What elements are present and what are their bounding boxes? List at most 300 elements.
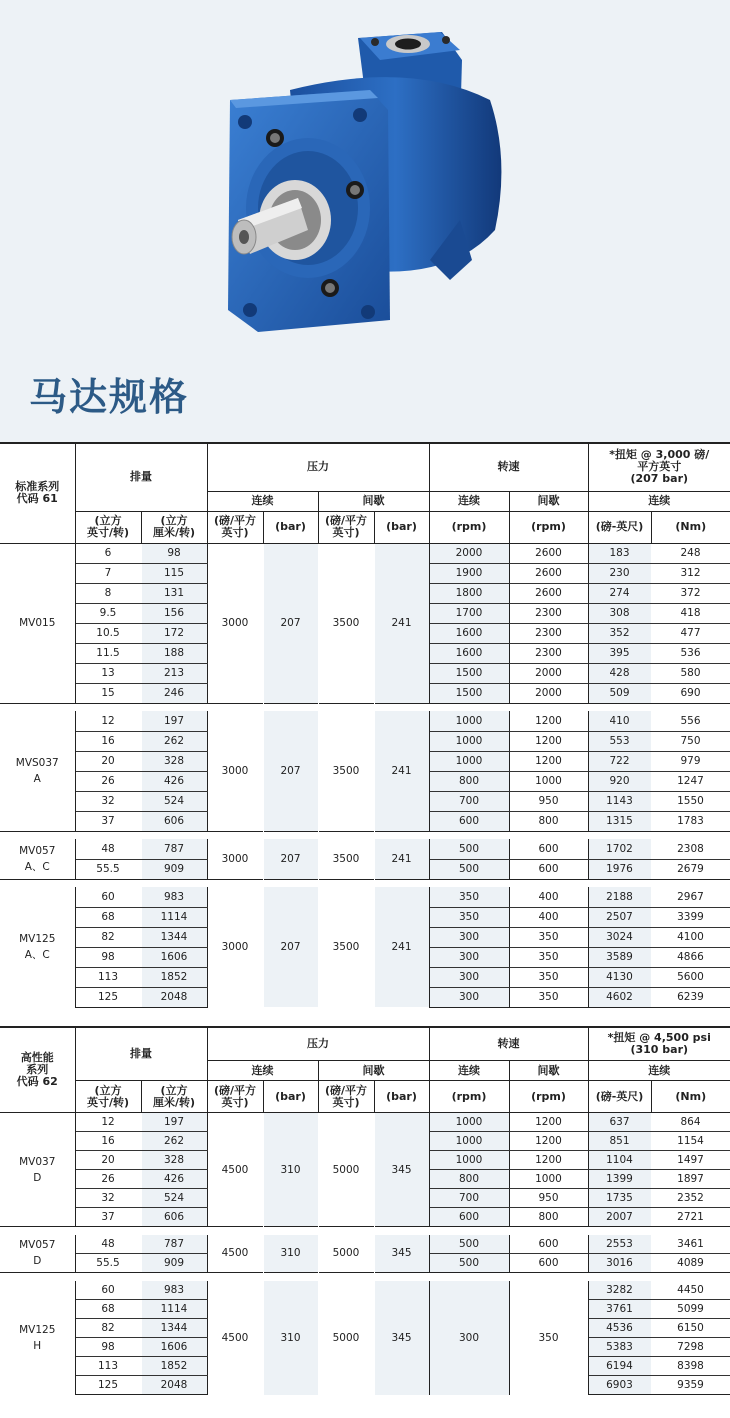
speed-int-cell: 2300 bbox=[509, 643, 588, 663]
torque-nm-cell: 248 bbox=[651, 543, 730, 563]
pressure-cont-bar-cell: 310 bbox=[263, 1281, 318, 1395]
displacement-cuin-cell: 9.5 bbox=[75, 603, 141, 623]
speed-int-cell: 400 bbox=[509, 887, 588, 907]
speed-continuous-header: 连续 bbox=[429, 491, 509, 511]
torque-nm-cell: 6150 bbox=[651, 1319, 730, 1338]
pressure-cont-psi-cell: 4500 bbox=[207, 1113, 263, 1227]
displacement-cc-cell: 1114 bbox=[141, 1300, 207, 1319]
speed-cont-cell: 500 bbox=[429, 859, 509, 879]
speed-int-cell: 600 bbox=[509, 1235, 588, 1254]
torque-nm-cell: 2721 bbox=[651, 1208, 730, 1227]
torque-nm-cell: 536 bbox=[651, 643, 730, 663]
unit-header: (Nm) bbox=[651, 1081, 730, 1113]
header-row-units bbox=[0, 511, 730, 543]
high-performance-series-table-container bbox=[0, 1026, 730, 1396]
pressure-cont-bar-cell: 310 bbox=[263, 1113, 318, 1227]
speed-int-cell: 800 bbox=[509, 1208, 588, 1227]
displacement-cc-cell: 115 bbox=[141, 563, 207, 583]
pressure-int-bar-cell: 345 bbox=[374, 1281, 429, 1395]
torque-nm-cell: 1783 bbox=[651, 811, 730, 831]
speed-int-cell: 1000 bbox=[509, 771, 588, 791]
speed-int-cell: 2300 bbox=[509, 623, 588, 643]
speed-int-cell: 800 bbox=[509, 811, 588, 831]
pressure-int-bar-cell: 345 bbox=[374, 1235, 429, 1273]
speed-cont-cell: 300 bbox=[429, 947, 509, 967]
speed-int-cell: 950 bbox=[509, 791, 588, 811]
speed-cont-cell: 1000 bbox=[429, 731, 509, 751]
displacement-cuin-cell: 20 bbox=[75, 1151, 141, 1170]
displacement-cuin-cell: 12 bbox=[75, 711, 141, 731]
torque-nm-cell: 4089 bbox=[651, 1254, 730, 1273]
pressure-intermittent-header: 间歇 bbox=[318, 1061, 429, 1081]
speed-cont-cell: 1500 bbox=[429, 683, 509, 703]
displacement-cuin-cell: 37 bbox=[75, 1208, 141, 1227]
unit-header: (磅-英尺) bbox=[588, 511, 651, 543]
speed-cont-cell: 500 bbox=[429, 1254, 509, 1273]
displacement-cc-cell: 262 bbox=[141, 731, 207, 751]
speed-cont-cell: 600 bbox=[429, 811, 509, 831]
torque-nm-cell: 3461 bbox=[651, 1235, 730, 1254]
torque-lbft-cell: 428 bbox=[588, 663, 651, 683]
pressure-header: 压力 bbox=[207, 1027, 429, 1061]
displacement-cc-cell: 1606 bbox=[141, 947, 207, 967]
torque-lbft-cell: 3016 bbox=[588, 1254, 651, 1273]
pressure-cont-bar-cell: 207 bbox=[263, 887, 318, 1007]
pressure-int-psi-cell: 5000 bbox=[318, 1113, 374, 1227]
speed-header: 转速 bbox=[429, 443, 588, 491]
speed-cont-cell: 2000 bbox=[429, 543, 509, 563]
displacement-cc-cell: 98 bbox=[141, 543, 207, 563]
torque-lbft-cell: 410 bbox=[588, 711, 651, 731]
displacement-cuin-cell: 98 bbox=[75, 947, 141, 967]
displacement-cc-cell: 524 bbox=[141, 791, 207, 811]
unit-header: (rpm) bbox=[509, 1081, 588, 1113]
torque-lbft-cell: 722 bbox=[588, 751, 651, 771]
displacement-cc-cell: 197 bbox=[141, 711, 207, 731]
speed-intermittent-header: 间歇 bbox=[509, 491, 588, 511]
speed-int-cell: 1200 bbox=[509, 711, 588, 731]
spec-tables bbox=[0, 442, 730, 1395]
unit-header: (Nm) bbox=[651, 511, 730, 543]
displacement-cuin-cell: 7 bbox=[75, 563, 141, 583]
unit-header: (立方 厘米/转) bbox=[141, 511, 207, 543]
displacement-cuin-cell: 60 bbox=[75, 1281, 141, 1300]
speed-cont-cell: 1900 bbox=[429, 563, 509, 583]
speed-int-cell: 1000 bbox=[509, 1170, 588, 1189]
speed-int-cell: 1200 bbox=[509, 1151, 588, 1170]
torque-nm-cell: 312 bbox=[651, 563, 730, 583]
torque-nm-cell: 4866 bbox=[651, 947, 730, 967]
displacement-cc-cell: 172 bbox=[141, 623, 207, 643]
displacement-cuin-cell: 10.5 bbox=[75, 623, 141, 643]
displacement-cuin-cell: 12 bbox=[75, 1113, 141, 1132]
speed-continuous-header: 连续 bbox=[429, 1061, 509, 1081]
torque-nm-cell: 690 bbox=[651, 683, 730, 703]
speed-cont-cell: 1800 bbox=[429, 583, 509, 603]
speed-cont-cell: 1000 bbox=[429, 1132, 509, 1151]
speed-int-cell: 2600 bbox=[509, 583, 588, 603]
model-cell: MV037 D bbox=[0, 1113, 75, 1227]
torque-nm-cell: 750 bbox=[651, 731, 730, 751]
pressure-continuous-header: 连续 bbox=[207, 1061, 318, 1081]
displacement-cc-cell: 1606 bbox=[141, 1338, 207, 1357]
table-spacer bbox=[0, 1008, 730, 1026]
speed-cont-cell: 700 bbox=[429, 1189, 509, 1208]
speed-cont-cell: 300 bbox=[429, 987, 509, 1007]
speed-cont-cell: 500 bbox=[429, 1235, 509, 1254]
torque-lbft-cell: 183 bbox=[588, 543, 651, 563]
unit-header: (立方 英寸/转) bbox=[75, 511, 141, 543]
displacement-cc-cell: 1344 bbox=[141, 927, 207, 947]
speed-cont-cell: 1000 bbox=[429, 751, 509, 771]
speed-cont-cell: 1000 bbox=[429, 1113, 509, 1132]
speed-cont-cell: 700 bbox=[429, 791, 509, 811]
torque-nm-cell: 1897 bbox=[651, 1170, 730, 1189]
displacement-cc-cell: 606 bbox=[141, 811, 207, 831]
torque-lbft-cell: 230 bbox=[588, 563, 651, 583]
torque-nm-cell: 1550 bbox=[651, 791, 730, 811]
unit-header: (rpm) bbox=[509, 511, 588, 543]
displacement-cuin-cell: 113 bbox=[75, 967, 141, 987]
high-performance-series-table bbox=[0, 1026, 730, 1396]
unit-header: (磅/平方 英寸) bbox=[207, 511, 263, 543]
pressure-cont-bar-cell: 207 bbox=[263, 711, 318, 831]
pressure-int-bar-cell: 241 bbox=[374, 543, 429, 703]
torque-nm-cell: 1247 bbox=[651, 771, 730, 791]
speed-int-cell: 600 bbox=[509, 859, 588, 879]
speed-intermittent-header: 间歇 bbox=[509, 1061, 588, 1081]
table-row bbox=[0, 543, 730, 563]
displacement-cuin-cell: 15 bbox=[75, 683, 141, 703]
displacement-cuin-cell: 98 bbox=[75, 1338, 141, 1357]
torque-nm-cell: 4100 bbox=[651, 927, 730, 947]
torque-nm-cell: 2967 bbox=[651, 887, 730, 907]
pressure-cont-psi-cell: 4500 bbox=[207, 1235, 263, 1273]
torque-lbft-cell: 1702 bbox=[588, 839, 651, 859]
displacement-cc-cell: 2048 bbox=[141, 1376, 207, 1395]
torque-lbft-cell: 4130 bbox=[588, 967, 651, 987]
pressure-intermittent-header: 间歇 bbox=[318, 491, 429, 511]
torque-nm-cell: 7298 bbox=[651, 1338, 730, 1357]
pressure-cont-psi-cell: 3000 bbox=[207, 711, 263, 831]
group-spacer bbox=[0, 831, 730, 839]
speed-int-cell: 350 bbox=[509, 967, 588, 987]
displacement-cuin-cell: 32 bbox=[75, 791, 141, 811]
pressure-cont-psi-cell: 4500 bbox=[207, 1281, 263, 1395]
pressure-int-bar-cell: 241 bbox=[374, 711, 429, 831]
group-spacer-cell bbox=[0, 703, 730, 711]
torque-lbft-cell: 2188 bbox=[588, 887, 651, 907]
displacement-cc-cell: 246 bbox=[141, 683, 207, 703]
speed-int-cell: 350 bbox=[509, 947, 588, 967]
pressure-int-psi-cell: 3500 bbox=[318, 543, 374, 703]
speed-int-cell: 400 bbox=[509, 907, 588, 927]
standard-series-table-container bbox=[0, 442, 730, 1008]
torque-nm-cell: 3399 bbox=[651, 907, 730, 927]
displacement-cc-cell: 524 bbox=[141, 1189, 207, 1208]
displacement-cc-cell: 1114 bbox=[141, 907, 207, 927]
pressure-int-psi-cell: 5000 bbox=[318, 1235, 374, 1273]
torque-nm-cell: 556 bbox=[651, 711, 730, 731]
displacement-cc-cell: 426 bbox=[141, 1170, 207, 1189]
model-cell: MV125 H bbox=[0, 1281, 75, 1395]
displacement-cuin-cell: 26 bbox=[75, 1170, 141, 1189]
torque-nm-cell: 1497 bbox=[651, 1151, 730, 1170]
torque-nm-cell: 979 bbox=[651, 751, 730, 771]
table-row bbox=[0, 1113, 730, 1132]
model-cell: MV057 D bbox=[0, 1235, 75, 1273]
speed-int-cell: 2300 bbox=[509, 603, 588, 623]
displacement-cuin-cell: 8 bbox=[75, 583, 141, 603]
unit-header: (立方 厘米/转) bbox=[141, 1081, 207, 1113]
displacement-cc-cell: 213 bbox=[141, 663, 207, 683]
displacement-cc-cell: 262 bbox=[141, 1132, 207, 1151]
table-row bbox=[0, 711, 730, 731]
displacement-cc-cell: 787 bbox=[141, 1235, 207, 1254]
speed-cont-cell: 300 bbox=[429, 927, 509, 947]
torque-nm-cell: 5600 bbox=[651, 967, 730, 987]
standard-series-table bbox=[0, 442, 730, 1008]
unit-header: (rpm) bbox=[429, 1081, 509, 1113]
torque-lbft-cell: 1735 bbox=[588, 1189, 651, 1208]
displacement-cuin-cell: 13 bbox=[75, 663, 141, 683]
torque-lbft-cell: 352 bbox=[588, 623, 651, 643]
displacement-cuin-cell: 60 bbox=[75, 887, 141, 907]
torque-nm-cell: 580 bbox=[651, 663, 730, 683]
speed-cont-cell: 1600 bbox=[429, 623, 509, 643]
unit-header: (磅/平方 英寸) bbox=[207, 1081, 263, 1113]
displacement-cuin-cell: 125 bbox=[75, 987, 141, 1007]
unit-header: (bar) bbox=[374, 1081, 429, 1113]
displacement-cuin-cell: 113 bbox=[75, 1357, 141, 1376]
group-spacer bbox=[0, 1273, 730, 1281]
torque-lbft-cell: 2007 bbox=[588, 1208, 651, 1227]
speed-int-cell: 350 bbox=[509, 987, 588, 1007]
speed-cont-cell: 1500 bbox=[429, 663, 509, 683]
pressure-int-bar-cell: 241 bbox=[374, 887, 429, 1007]
speed-int-cell: 600 bbox=[509, 839, 588, 859]
pressure-int-bar-cell: 345 bbox=[374, 1113, 429, 1227]
torque-lbft-cell: 395 bbox=[588, 643, 651, 663]
unit-header: (磅-英尺) bbox=[588, 1081, 651, 1113]
displacement-cc-cell: 1344 bbox=[141, 1319, 207, 1338]
displacement-cc-cell: 328 bbox=[141, 751, 207, 771]
torque-header: *扭矩 @ 4,500 psi (310 bar) bbox=[588, 1027, 730, 1061]
displacement-cuin-cell: 48 bbox=[75, 839, 141, 859]
table-row bbox=[0, 1281, 730, 1300]
displacement-cc-cell: 426 bbox=[141, 771, 207, 791]
torque-lbft-cell: 1143 bbox=[588, 791, 651, 811]
group-spacer bbox=[0, 879, 730, 887]
speed-cont-cell: 350 bbox=[429, 887, 509, 907]
speed-int-cell: 950 bbox=[509, 1189, 588, 1208]
torque-lbft-cell: 274 bbox=[588, 583, 651, 603]
speed-cont-cell: 1700 bbox=[429, 603, 509, 623]
displacement-cc-cell: 606 bbox=[141, 1208, 207, 1227]
pressure-int-psi-cell: 3500 bbox=[318, 711, 374, 831]
displacement-cuin-cell: 26 bbox=[75, 771, 141, 791]
speed-int-cell: 2000 bbox=[509, 663, 588, 683]
torque-lbft-cell: 5383 bbox=[588, 1338, 651, 1357]
speed-int-cell: 350 bbox=[509, 1281, 588, 1395]
speed-cont-cell: 300 bbox=[429, 967, 509, 987]
displacement-cuin-cell: 82 bbox=[75, 927, 141, 947]
pressure-cont-bar-cell: 207 bbox=[263, 543, 318, 703]
displacement-cuin-cell: 11.5 bbox=[75, 643, 141, 663]
speed-int-cell: 2600 bbox=[509, 563, 588, 583]
pressure-int-bar-cell: 241 bbox=[374, 839, 429, 879]
speed-int-cell: 600 bbox=[509, 1254, 588, 1273]
torque-nm-cell: 4450 bbox=[651, 1281, 730, 1300]
displacement-cuin-cell: 55.5 bbox=[75, 1254, 141, 1273]
displacement-cuin-cell: 16 bbox=[75, 1132, 141, 1151]
pressure-cont-psi-cell: 3000 bbox=[207, 839, 263, 879]
displacement-cc-cell: 131 bbox=[141, 583, 207, 603]
torque-header: *扭矩 @ 3,000 磅/ 平方英寸 (207 bar) bbox=[588, 443, 730, 491]
speed-cont-cell: 800 bbox=[429, 771, 509, 791]
torque-nm-cell: 477 bbox=[651, 623, 730, 643]
pressure-cont-bar-cell: 310 bbox=[263, 1235, 318, 1273]
torque-nm-cell: 2679 bbox=[651, 859, 730, 879]
hydraulic-motor-photo bbox=[210, 20, 510, 340]
displacement-header: 排量 bbox=[75, 443, 207, 511]
displacement-header: 排量 bbox=[75, 1027, 207, 1081]
displacement-cuin-cell: 20 bbox=[75, 751, 141, 771]
displacement-cuin-cell: 32 bbox=[75, 1189, 141, 1208]
torque-lbft-cell: 6903 bbox=[588, 1376, 651, 1395]
pressure-cont-psi-cell: 3000 bbox=[207, 887, 263, 1007]
header-row-units bbox=[0, 1081, 730, 1113]
group-spacer-cell bbox=[0, 879, 730, 887]
pressure-cont-psi-cell: 3000 bbox=[207, 543, 263, 703]
displacement-cc-cell: 909 bbox=[141, 859, 207, 879]
pressure-int-psi-cell: 3500 bbox=[318, 887, 374, 1007]
speed-cont-cell: 600 bbox=[429, 1208, 509, 1227]
displacement-cc-cell: 1852 bbox=[141, 967, 207, 987]
torque-nm-cell: 2308 bbox=[651, 839, 730, 859]
displacement-cc-cell: 909 bbox=[141, 1254, 207, 1273]
torque-lbft-cell: 920 bbox=[588, 771, 651, 791]
displacement-cc-cell: 1852 bbox=[141, 1357, 207, 1376]
unit-header: (bar) bbox=[263, 1081, 318, 1113]
displacement-cc-cell: 328 bbox=[141, 1151, 207, 1170]
table-row bbox=[0, 1235, 730, 1254]
unit-header: (bar) bbox=[374, 511, 429, 543]
torque-lbft-cell: 1315 bbox=[588, 811, 651, 831]
torque-nm-cell: 418 bbox=[651, 603, 730, 623]
group-spacer bbox=[0, 1227, 730, 1235]
group-spacer-cell bbox=[0, 1273, 730, 1281]
page-title: 马达规格 bbox=[29, 375, 190, 419]
torque-lbft-cell: 4602 bbox=[588, 987, 651, 1007]
model-cell: MV057 A、C bbox=[0, 839, 75, 879]
speed-int-cell: 2600 bbox=[509, 543, 588, 563]
torque-nm-cell: 1154 bbox=[651, 1132, 730, 1151]
speed-cont-cell: 500 bbox=[429, 839, 509, 859]
unit-header: (立方 英寸/转) bbox=[75, 1081, 141, 1113]
series-label: 标准系列 代码 61 bbox=[0, 443, 75, 543]
torque-lbft-cell: 1976 bbox=[588, 859, 651, 879]
torque-lbft-cell: 3282 bbox=[588, 1281, 651, 1300]
pressure-continuous-header: 连续 bbox=[207, 491, 318, 511]
torque-lbft-cell: 2553 bbox=[588, 1235, 651, 1254]
speed-int-cell: 2000 bbox=[509, 683, 588, 703]
displacement-cuin-cell: 68 bbox=[75, 907, 141, 927]
speed-cont-cell: 350 bbox=[429, 907, 509, 927]
pressure-header: 压力 bbox=[207, 443, 429, 491]
torque-lbft-cell: 3589 bbox=[588, 947, 651, 967]
displacement-cuin-cell: 37 bbox=[75, 811, 141, 831]
torque-lbft-cell: 3761 bbox=[588, 1300, 651, 1319]
unit-header: (rpm) bbox=[429, 511, 509, 543]
torque-lbft-cell: 553 bbox=[588, 731, 651, 751]
hero-banner bbox=[0, 0, 730, 442]
unit-header: (磅/平方 英寸) bbox=[318, 1081, 374, 1113]
torque-lbft-cell: 1399 bbox=[588, 1170, 651, 1189]
speed-cont-cell: 1000 bbox=[429, 1151, 509, 1170]
torque-lbft-cell: 851 bbox=[588, 1132, 651, 1151]
speed-header: 转速 bbox=[429, 1027, 588, 1061]
unit-header: (bar) bbox=[263, 511, 318, 543]
speed-cont-cell: 800 bbox=[429, 1170, 509, 1189]
torque-nm-cell: 6239 bbox=[651, 987, 730, 1007]
speed-int-cell: 1200 bbox=[509, 751, 588, 771]
speed-int-cell: 350 bbox=[509, 927, 588, 947]
displacement-cuin-cell: 82 bbox=[75, 1319, 141, 1338]
pressure-int-psi-cell: 5000 bbox=[318, 1281, 374, 1395]
torque-lbft-cell: 1104 bbox=[588, 1151, 651, 1170]
speed-int-cell: 1200 bbox=[509, 1132, 588, 1151]
pressure-cont-bar-cell: 207 bbox=[263, 839, 318, 879]
displacement-cc-cell: 787 bbox=[141, 839, 207, 859]
group-spacer bbox=[0, 703, 730, 711]
unit-header: (磅/平方 英寸) bbox=[318, 511, 374, 543]
group-spacer-cell bbox=[0, 831, 730, 839]
displacement-cuin-cell: 6 bbox=[75, 543, 141, 563]
torque-lbft-cell: 509 bbox=[588, 683, 651, 703]
table-row bbox=[0, 887, 730, 907]
displacement-cuin-cell: 125 bbox=[75, 1376, 141, 1395]
torque-continuous-header: 连续 bbox=[588, 1061, 730, 1081]
model-cell: MV125 A、C bbox=[0, 887, 75, 1007]
displacement-cuin-cell: 48 bbox=[75, 1235, 141, 1254]
speed-cont-cell: 1000 bbox=[429, 711, 509, 731]
displacement-cuin-cell: 16 bbox=[75, 731, 141, 751]
displacement-cc-cell: 188 bbox=[141, 643, 207, 663]
torque-lbft-cell: 2507 bbox=[588, 907, 651, 927]
torque-lbft-cell: 637 bbox=[588, 1113, 651, 1132]
model-cell: MV015 bbox=[0, 543, 75, 703]
group-spacer-cell bbox=[0, 1227, 730, 1235]
series-label: 高性能 系列 代码 62 bbox=[0, 1027, 75, 1113]
displacement-cc-cell: 983 bbox=[141, 1281, 207, 1300]
torque-nm-cell: 5099 bbox=[651, 1300, 730, 1319]
pressure-int-psi-cell: 3500 bbox=[318, 839, 374, 879]
displacement-cc-cell: 156 bbox=[141, 603, 207, 623]
table-row bbox=[0, 839, 730, 859]
model-cell: MVS037 A bbox=[0, 711, 75, 831]
torque-nm-cell: 9359 bbox=[651, 1376, 730, 1395]
speed-cont-cell: 300 bbox=[429, 1281, 509, 1395]
torque-lbft-cell: 4536 bbox=[588, 1319, 651, 1338]
displacement-cc-cell: 197 bbox=[141, 1113, 207, 1132]
torque-continuous-header: 连续 bbox=[588, 491, 730, 511]
torque-lbft-cell: 308 bbox=[588, 603, 651, 623]
displacement-cc-cell: 983 bbox=[141, 887, 207, 907]
speed-int-cell: 1200 bbox=[509, 731, 588, 751]
torque-lbft-cell: 3024 bbox=[588, 927, 651, 947]
header-row-groups bbox=[0, 1027, 730, 1061]
